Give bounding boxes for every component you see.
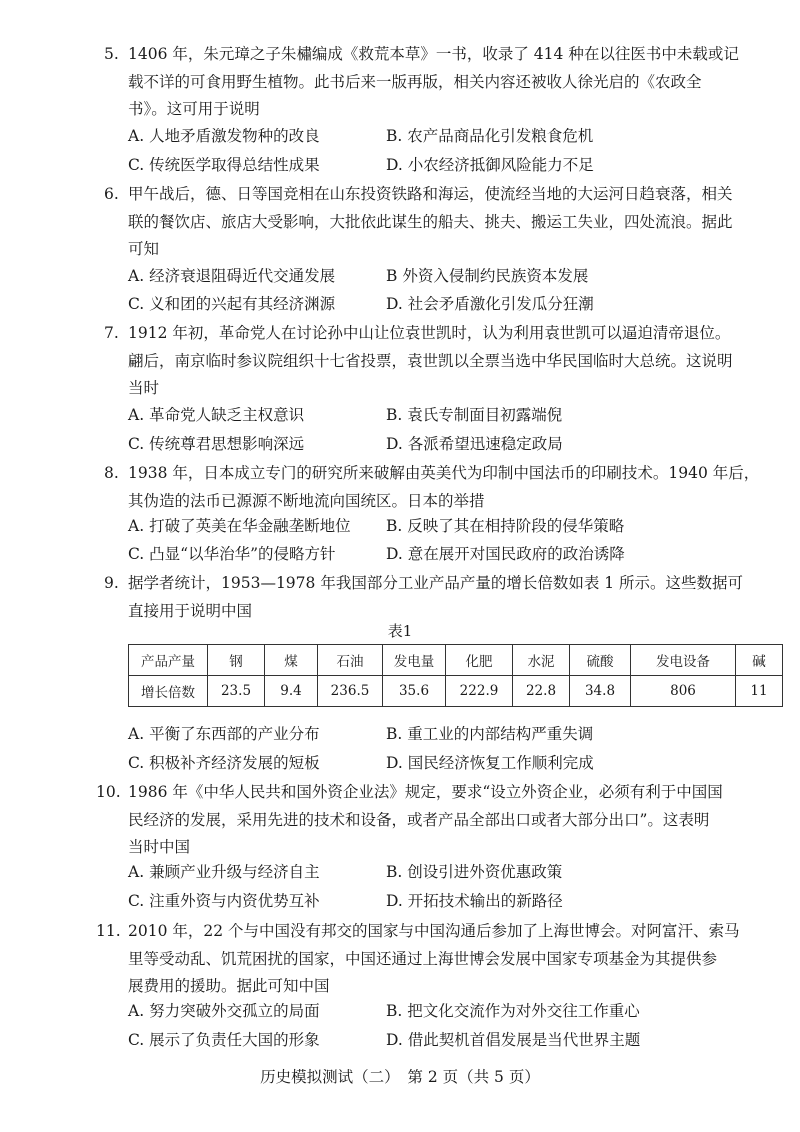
question-stem-line: 载不详的可食用野生植物。此书后来一版再版，相关内容还被收人徐光启的《农政全 [128, 72, 702, 91]
option-text: 开拓技术输出的新路径 [407, 892, 563, 910]
option-text: 重工业的内部结构严重失调 [407, 725, 594, 743]
option-text: 传统医学取得总结性成果 [149, 156, 320, 174]
option-letter: A. [128, 127, 145, 145]
question-stem-line: 展费用的援助。据此可知中国 [128, 977, 330, 995]
option-letter: B. [386, 127, 403, 145]
question-stem-line: 1912 年初，革命党人在讨论孙中山让位袁世凯时，认为利用袁世凯可以逼迫清帝退位。 [128, 324, 731, 342]
answer-option-a[interactable] [128, 515, 351, 537]
option-letter: C. [128, 545, 145, 563]
question-stem-line: 翩后，南京临时参议院组织十七省投票，袁世凯以全票当选中华民国临时大总统。这说明 [128, 351, 733, 370]
table-cell: 11 [736, 676, 783, 707]
answer-option-c[interactable] [128, 890, 320, 912]
option-letter: B [386, 267, 398, 285]
table-cell: 22.8 [513, 676, 570, 707]
option-letter: D. [386, 156, 403, 174]
answer-option-c[interactable] [128, 1029, 320, 1051]
option-letter: D. [386, 892, 403, 910]
option-text: 传统尊君思想影响深远 [149, 435, 305, 453]
answer-option-a[interactable] [128, 404, 304, 426]
answer-option-a[interactable] [128, 861, 320, 883]
answer-option-d[interactable] [386, 1029, 640, 1051]
option-text: 革命党人缺乏主权意识 [149, 406, 305, 424]
answer-option-d[interactable] [386, 154, 594, 176]
answer-option-a[interactable] [128, 723, 320, 745]
page-footer: 历史模拟测试（二） 第 2 页（共 5 页） [260, 1068, 540, 1086]
table-cell: 23.5 [208, 676, 265, 707]
table-cell: 化肥 [446, 645, 513, 676]
answer-option-d[interactable] [386, 433, 563, 455]
answer-option-b[interactable] [386, 265, 588, 287]
question-stem-line: 1986 年《中华人民共和国外资企业法》规定，要求“设立外资企业，必须有利于中国国 [128, 783, 723, 801]
table-cell: 煤 [265, 645, 318, 676]
option-text: 凸显“以华治华”的侵略方针 [149, 545, 336, 563]
question-stem-line: 当时 [128, 379, 160, 397]
answer-option-c[interactable] [128, 752, 320, 774]
option-text: 小农经济抵御风险能力不足 [407, 156, 594, 174]
answer-option-c[interactable] [128, 293, 335, 315]
answer-option-a[interactable] [128, 125, 320, 147]
table-cell: 碱 [736, 645, 783, 676]
question-stem-line: 民经济的发展，采用先进的技术和设备，或者产品全部出口或者大部分出口”。这表明 [128, 810, 710, 829]
option-letter: A. [128, 267, 145, 285]
question-stem-line: 里等受动乱、饥荒困扰的国家，中国还通过上海世博会发展中国家专项基金为其提供参 [128, 949, 718, 968]
table-cell: 发电量 [383, 645, 446, 676]
option-letter: B. [386, 406, 403, 424]
answer-option-c[interactable] [128, 543, 336, 565]
option-text: 意在展开对国民政府的政治诱降 [407, 545, 625, 563]
option-letter: D. [386, 1031, 403, 1049]
question-stem-line: 可知 [128, 240, 160, 258]
option-text: 人地矛盾激发物种的改良 [149, 127, 320, 145]
table-caption: 表1 [387, 622, 413, 640]
option-letter: B. [386, 725, 403, 743]
option-letter: C. [128, 1031, 145, 1049]
option-letter: A. [128, 406, 145, 424]
question-number: 9. [104, 574, 119, 592]
option-text: 平衡了东西部的产业分布 [149, 725, 320, 743]
table-row [129, 676, 783, 707]
option-text: 社会矛盾激化引发瓜分狂潮 [407, 295, 594, 313]
table-cell: 石油 [318, 645, 383, 676]
option-letter: C. [128, 295, 145, 313]
table-cell: 34.8 [570, 676, 631, 707]
option-text: 经济衰退阻碍近代交通发展 [149, 267, 336, 285]
table-cell: 35.6 [383, 676, 446, 707]
option-text: 努力突破外交孤立的局面 [149, 1002, 320, 1020]
question-stem-line: 据学者统计，1953—1978 年我国部分工业产品产量的增长倍数如表 1 所示。这些数据可 [128, 574, 744, 592]
option-letter: C. [128, 435, 145, 453]
option-letter: A. [128, 863, 145, 881]
table-row [129, 645, 783, 676]
option-text: 国民经济恢复工作顺利完成 [407, 754, 594, 772]
table-cell: 水泥 [513, 645, 570, 676]
option-text: 义和团的兴起有其经济渊源 [149, 295, 336, 313]
option-text: 兼顾产业升级与经济自主 [149, 863, 320, 881]
option-text: 注重外资与内资优势互补 [149, 892, 320, 910]
table-cell: 硫酸 [570, 645, 631, 676]
option-letter: C. [128, 892, 145, 910]
table-cell: 236.5 [318, 676, 383, 707]
question-number: 6. [104, 185, 119, 203]
option-text: 外资入侵制约民族资本发展 [402, 267, 589, 285]
answer-option-b[interactable] [386, 1000, 640, 1022]
answer-option-b[interactable] [386, 404, 562, 426]
option-letter: B. [386, 1002, 403, 1020]
option-letter: A. [128, 725, 145, 743]
option-letter: D. [386, 435, 403, 453]
answer-option-d[interactable] [386, 543, 625, 565]
option-letter: D. [386, 545, 403, 563]
table-cell: 806 [631, 676, 736, 707]
question-number: 5. [104, 45, 119, 63]
question-number: 7. [104, 324, 119, 342]
option-letter: C. [128, 156, 145, 174]
question-number: 11. [96, 922, 121, 940]
option-text: 袁氏专制面目初露端倪 [407, 406, 563, 424]
answer-option-b[interactable] [386, 861, 562, 883]
question-stem-line: 1406 年，朱元璋之子朱橚编成《救荒本草》一书，收录了 414 种在以往医书中未载或记 [128, 45, 739, 63]
table-cell: 增长倍数 [129, 676, 208, 707]
question-stem-line: 联的餐饮店、旅店大受影响，大批依此谋生的船夫、挑夫、搬运工失业，四处流浪。据此 [128, 212, 733, 231]
table-cell: 222.9 [446, 676, 513, 707]
option-letter: B. [386, 863, 403, 881]
question-stem-line: 1938 年，日本成立专门的研究所来破解由英美代为印制中国法币的印刷技术。1940 年后， [128, 464, 760, 482]
option-letter: A. [128, 1002, 145, 1020]
answer-option-c[interactable] [128, 154, 320, 176]
option-text: 借此契机首倡发展是当代世界主题 [407, 1031, 641, 1049]
answer-option-b[interactable] [386, 723, 593, 745]
table-cell: 产品产量 [129, 645, 208, 676]
question-stem-line: 当时中国 [128, 838, 191, 856]
answer-option-a[interactable] [128, 1000, 320, 1022]
table-cell: 发电设备 [631, 645, 736, 676]
answer-option-b[interactable] [386, 515, 624, 537]
option-text: 农产品商品化引发粮食危机 [407, 127, 594, 145]
question-stem-line: 2010 年，22 个与中国没有邦交的国家与中国沟通后参加了上海世博会。对阿富汗、索马 [128, 922, 740, 940]
option-text: 反映了其在相持阶段的侵华策略 [407, 517, 625, 535]
table-cell: 9.4 [265, 676, 318, 707]
option-text: 创设引进外资优惠政策 [407, 863, 563, 881]
question-stem-line: 书》。这可用于说明 [128, 100, 260, 118]
answer-option-b[interactable] [386, 125, 593, 147]
answer-option-c[interactable] [128, 433, 304, 455]
option-letter: D. [386, 295, 403, 313]
question-number: 8. [104, 464, 119, 482]
option-letter: D. [386, 754, 403, 772]
option-letter: C. [128, 754, 145, 772]
option-text: 积极补齐经济发展的短板 [149, 754, 320, 772]
option-letter: A. [128, 517, 145, 535]
option-letter: B. [386, 517, 403, 535]
option-text: 打破了英美在华金融垄断地位 [149, 517, 351, 535]
answer-option-d[interactable] [386, 293, 594, 315]
table-cell: 钢 [208, 645, 265, 676]
option-text: 把文化交流作为对外交往工作重心 [407, 1002, 640, 1020]
question-number: 10. [96, 783, 121, 801]
option-text: 展示了负责任大国的形象 [149, 1031, 320, 1049]
answer-option-d[interactable] [386, 890, 563, 912]
option-text: 各派希望迅速稳定政局 [407, 435, 563, 453]
question-stem-line: 其伪造的法币已源源不断地流向国统区。日本的举措 [128, 491, 485, 510]
question-stem-line: 直接用于说明中国 [128, 601, 253, 620]
production-growth-table [128, 644, 783, 707]
answer-option-d[interactable] [386, 752, 594, 774]
question-stem-line: 甲午战后，德、日等国竞相在山东投资铁路和海运，使流经当地的大运河日趋衰落，相关 [128, 185, 733, 203]
answer-option-a[interactable] [128, 265, 335, 287]
